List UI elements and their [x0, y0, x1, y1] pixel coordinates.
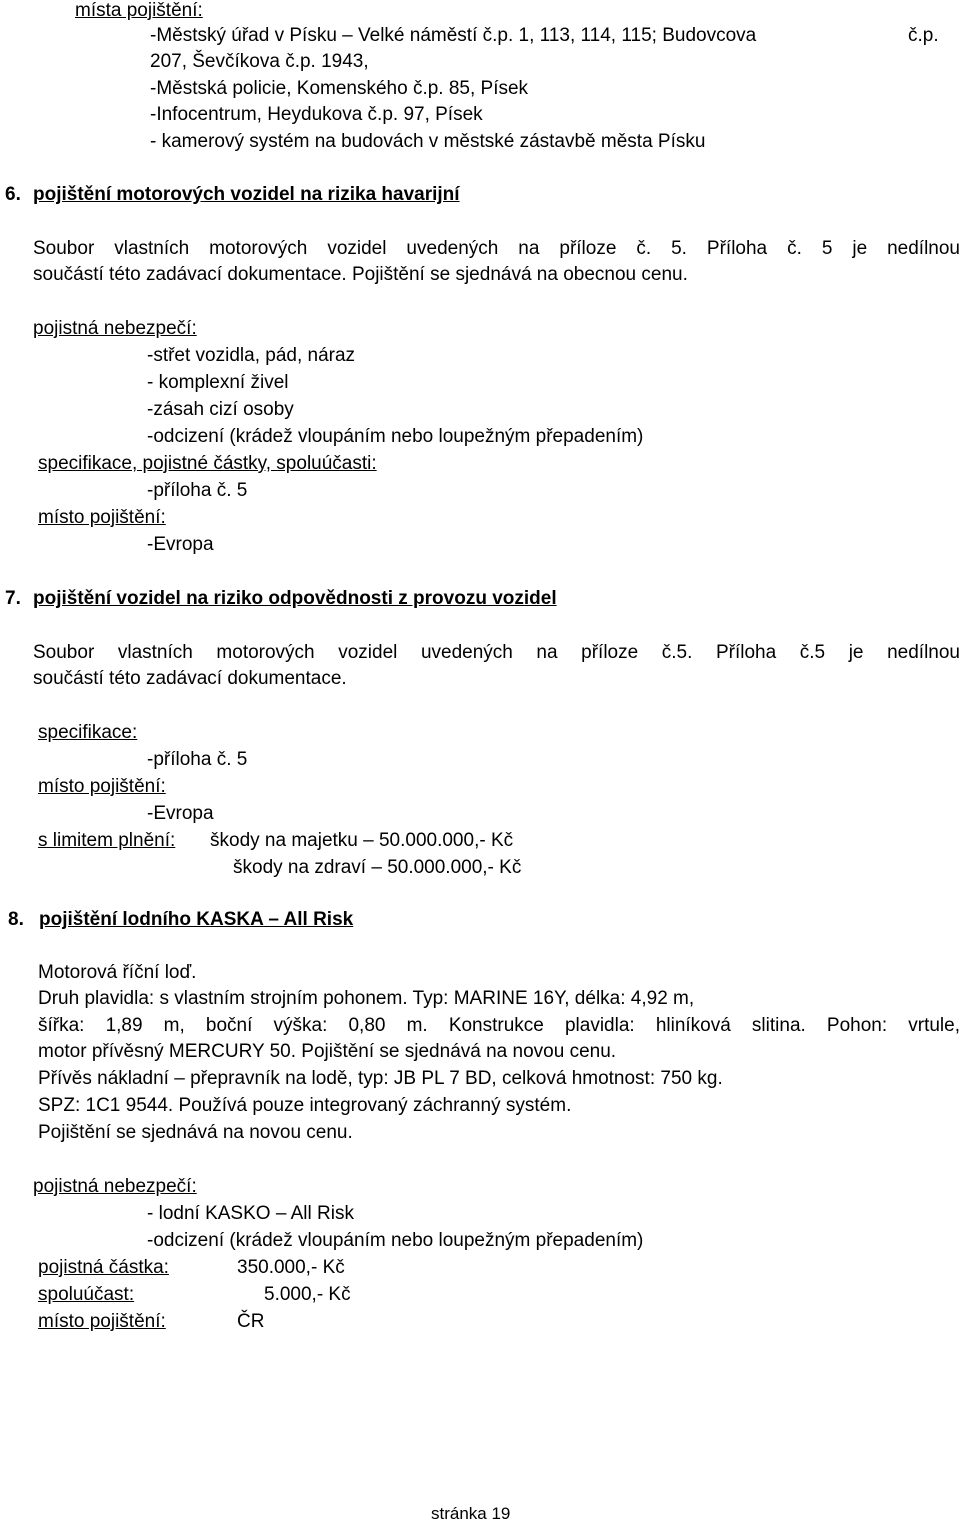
spec-value: -příloha č. 5 [147, 480, 248, 501]
spec-value: -příloha č. 5 [147, 749, 248, 770]
spec-label: specifikace, pojistné částky, spoluúčasti: [38, 453, 377, 474]
risks-label: pojistná nebezpečí: [33, 318, 197, 339]
sum-value: 350.000,- Kč [237, 1257, 345, 1278]
deductible-value: 5.000,- Kč [264, 1284, 351, 1305]
section-title-7: pojištění vozidel na riziko odpovědnosti z provozu vozidel [33, 588, 557, 609]
section-6-description-cont: součástí této zadávací dokumentace. Pojištění se sjednává na obecnou cenu. [33, 264, 688, 285]
page-number: stránka 19 [431, 1504, 511, 1523]
section-label-places: místa pojištění: [75, 0, 203, 21]
section-number-6: 6. [5, 184, 21, 205]
place-line: -Městská policie, Komenského č.p. 85, Písek [150, 78, 529, 99]
section-title-6: pojištění motorových vozidel na rizika havarijní [33, 184, 460, 205]
boat-description: Druh plavidla: s vlastním strojním pohonem. Typ: MARINE 16Y, délka: 4,92 m, [38, 988, 695, 1009]
boat-description: motor přívěsný MERCURY 50. Pojištění se sjednává na novou cenu. [38, 1041, 617, 1062]
spec-label: specifikace: [38, 722, 138, 743]
place-line: 207, Ševčíkova č.p. 1943, [150, 51, 369, 72]
risk-item: -zásah cizí osoby [147, 399, 294, 420]
section-6-description: Soubor vlastních motorových vozidel uvedených na příloze č. 5. Příloha č. 5 je nedílnou [33, 238, 960, 259]
place-label: místo pojištění: [38, 776, 166, 797]
place-line-cont: č.p. [908, 25, 939, 46]
section-7-description: Soubor vlastních motorových vozidel uvedených na příloze č.5. Příloha č.5 je nedílnou [33, 642, 960, 663]
place-value: -Evropa [147, 534, 214, 555]
section-number-8: 8. [8, 909, 24, 930]
risks-label: pojistná nebezpečí: [33, 1176, 197, 1197]
boat-description: SPZ: 1C1 9544. Používá pouze integrovaný záchranný systém. [38, 1095, 572, 1116]
place-value: ČR [237, 1311, 265, 1332]
limit-health: škody na zdraví – 50.000.000,- Kč [233, 857, 522, 878]
limit-label: s limitem plnění: [38, 830, 176, 851]
place-value: -Evropa [147, 803, 214, 824]
risk-item: -odcizení (krádež vloupáním nebo loupežným přepadením) [147, 1230, 644, 1251]
boat-description: Přívěs nákladní – přepravník na lodě, typ: JB PL 7 BD, celková hmotnost: 750 kg. [38, 1068, 723, 1089]
boat-description: Motorová říční loď. [38, 962, 197, 983]
place-line: - kamerový systém na budovách v městské zástavbě města Písku [150, 131, 706, 152]
place-line: -Městský úřad v Písku – Velké náměstí č.p. 1, 113, 114, 115; Budovcova [150, 25, 757, 46]
sum-label: pojistná částka: [38, 1257, 169, 1278]
risk-item: - komplexní živel [147, 372, 289, 393]
deductible-label: spoluúčast: [38, 1284, 135, 1305]
section-title-8: pojištění lodního KASKA – All Risk [39, 909, 354, 930]
section-number-7: 7. [5, 588, 21, 609]
boat-description: Pojištění se sjednává na novou cenu. [38, 1122, 353, 1143]
risk-item: -střet vozidla, pád, náraz [147, 345, 356, 366]
place-label: místo pojištění: [38, 1311, 166, 1332]
boat-description: šířka: 1,89 m, boční výška: 0,80 m. Konstrukce plavidla: hliníková slitina. Pohon: vrtule, [38, 1015, 960, 1036]
section-7-description-cont: součástí této zadávací dokumentace. [33, 668, 347, 689]
limit-property: škody na majetku – 50.000.000,- Kč [210, 830, 514, 851]
place-label: místo pojištění: [38, 507, 166, 528]
risk-item: -odcizení (krádež vloupáním nebo loupežným přepadením) [147, 426, 644, 447]
place-line: -Infocentrum, Heydukova č.p. 97, Písek [150, 104, 483, 125]
risk-item: - lodní KASKO – All Risk [147, 1203, 354, 1224]
